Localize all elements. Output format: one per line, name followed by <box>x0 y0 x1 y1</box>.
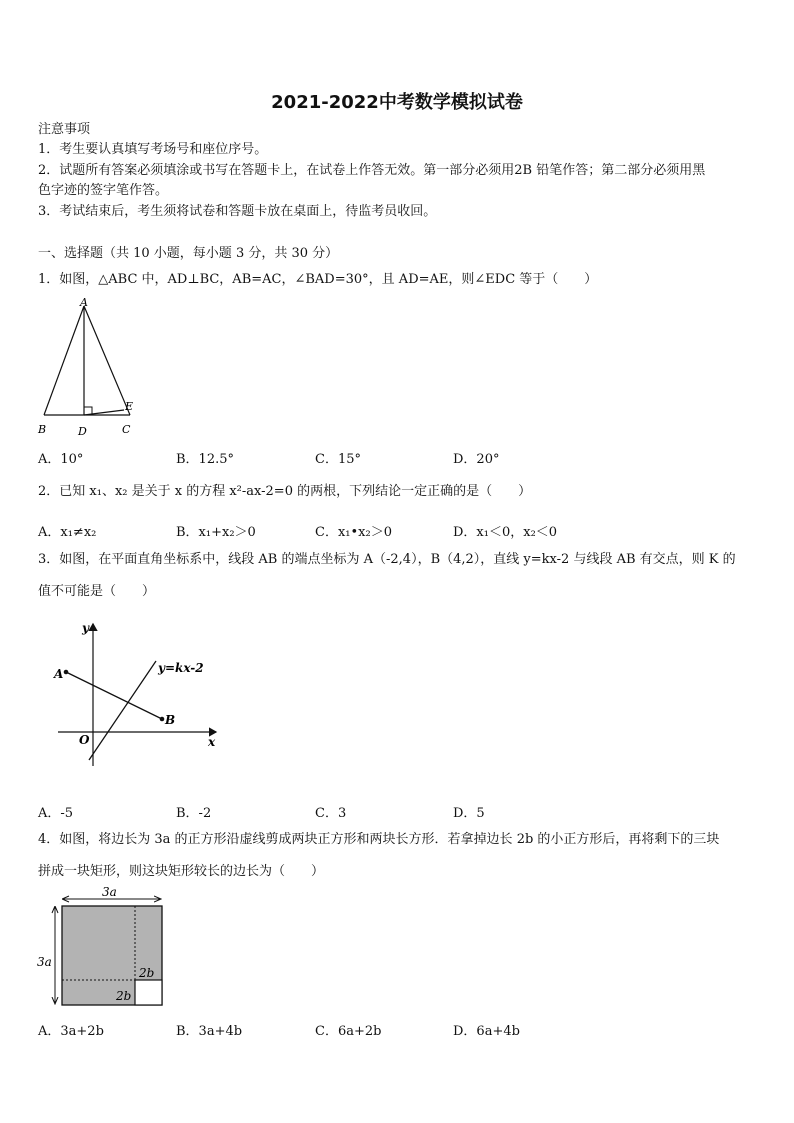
section-heading: 一、选择题（共 10 小题，每小题 3 分，共 30 分） <box>38 246 339 261</box>
option-d: D．5 <box>453 806 485 821</box>
option-d: D．x₁＜0，x₂＜0 <box>453 525 558 540</box>
option-c: C．15° <box>315 452 361 467</box>
label-a: A <box>80 296 88 309</box>
option-d: D．20° <box>453 452 500 467</box>
question-3-stem-line-2: 值不可能是（ ） <box>38 584 156 599</box>
notice-item: 色字迹的签字笔作答。 <box>38 183 169 198</box>
option-b: B．-2 <box>176 806 212 821</box>
label-b: B <box>165 713 176 727</box>
question-3-stem-line-1: 3．如图，在平面直角坐标系中，线段 AB 的端点坐标为 A（-2,4），B（4,2），直线 y=kx-2 与线段 AB 有交点，则 K 的 <box>38 552 736 567</box>
option-d: D．6a+4b <box>453 1024 520 1039</box>
point-a <box>64 670 69 675</box>
option-c: C．3 <box>315 806 347 821</box>
segment-ab <box>66 672 162 719</box>
question-4-stem-line-2: 拼成一块矩形，则这块矩形较长的边长为（ ） <box>38 864 325 879</box>
square-figure <box>34 884 169 1009</box>
notice-item: 1．考生要认真填写考场号和座位序号。 <box>38 142 268 157</box>
option-b: B．x₁+x₂＞0 <box>176 525 256 540</box>
notice-item: 3．考试结束后，考生须将试卷和答题卡放在桌面上，待监考员收回。 <box>38 204 437 219</box>
option-a: A．3a+2b <box>38 1024 104 1039</box>
label-origin: O <box>79 733 90 747</box>
label-e: E <box>125 400 134 413</box>
label-c: C <box>122 423 131 436</box>
triangle-figure <box>34 296 140 438</box>
label-line: y=kx-2 <box>158 661 204 675</box>
label-x: x <box>208 735 216 749</box>
option-b: B．12.5° <box>176 452 234 467</box>
option-a: A．x₁≠x₂ <box>38 525 97 540</box>
label-inner-horizontal: 2b <box>116 989 132 1003</box>
option-a: A．10° <box>38 452 84 467</box>
notice-heading: 注意事项 <box>38 122 91 137</box>
label-y: y <box>82 621 89 635</box>
segment-ac <box>84 306 130 415</box>
removed-small-square <box>135 980 162 1005</box>
option-a: A．-5 <box>38 806 74 821</box>
notice-item: 2．试题所有答案必须填涂或书写在答题卡上，在试卷上作答无效。第一部分必须用2B 铅笔作答；第二部分必须用黑 <box>38 163 706 178</box>
label-b: B <box>38 423 47 436</box>
label-a: A <box>54 667 64 681</box>
coordinate-figure <box>50 616 225 770</box>
segment-ab <box>44 306 84 415</box>
question-4-stem-line-1: 4．如图，将边长为 3a 的正方形沿虚线剪成两块正方形和两块长方形．若拿掉边长 2b 的小正方形后，再将剩下的三块 <box>38 832 720 847</box>
option-c: C．x₁•x₂＞0 <box>315 525 392 540</box>
option-c: C．6a+2b <box>315 1024 382 1039</box>
label-d: D <box>78 425 87 438</box>
label-top: 3a <box>102 885 117 899</box>
question-2-stem: 2．已知 x₁、x₂ 是关于 x 的方程 x²-ax-2=0 的两根，下列结论一定正确的是（ ） <box>38 484 532 499</box>
label-left: 3a <box>37 955 52 969</box>
point-b <box>160 717 165 722</box>
option-b: B．3a+4b <box>176 1024 243 1039</box>
question-1-stem: 1．如图，△ABC 中，AD⊥BC，AB=AC，∠BAD=30°，且 AD=AE，则∠EDC 等于（ ） <box>38 272 598 287</box>
page-title: 2021-2022中考数学模拟试卷 <box>271 92 523 113</box>
segment-de <box>84 410 124 415</box>
label-inner-vertical: 2b <box>139 966 155 980</box>
